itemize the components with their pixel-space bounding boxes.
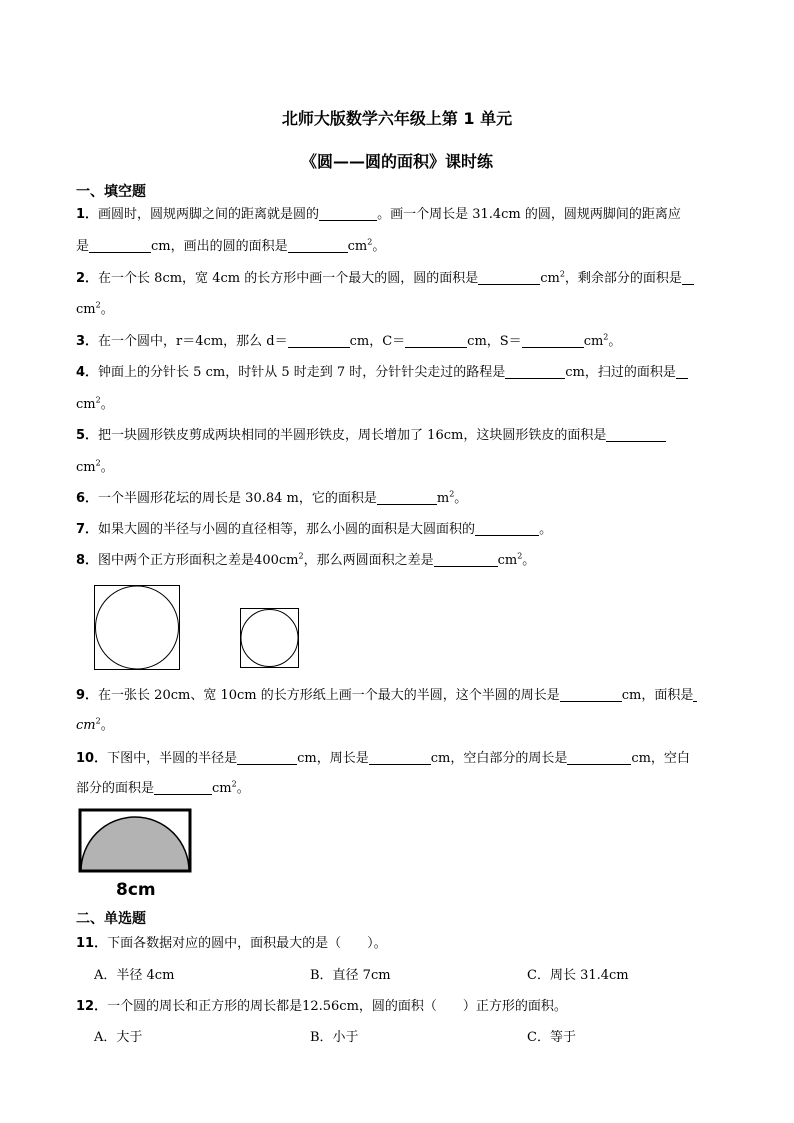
answer-blank[interactable] xyxy=(522,333,584,348)
question-number: 1． xyxy=(76,207,99,222)
answer-blank[interactable] xyxy=(237,750,297,765)
question-7: 7．如果大圆的半径与小圆的直径相等，那么小圆的面积是大圆面积的 。 xyxy=(76,522,553,537)
question-10-line-2: 部分的面积是 $cm^2$。 xyxy=(76,779,250,796)
question-11: 11．下面各数据对应的圆中，面积最大的是（ ）。 xyxy=(76,936,387,951)
q12-option-b[interactable]: B．小于 xyxy=(310,1030,359,1045)
answer-blank[interactable] xyxy=(377,490,437,505)
q11-option-a[interactable]: A．半径 4cm xyxy=(94,968,175,983)
question-10-line-1: 10．下图中，半圆的半径是 cm，周长是 cm，空白部分的周长是 cm，空白 xyxy=(76,751,690,766)
question-3: 3．在一个圆中，r＝4cm，那么 d＝ cm，C＝ cm，$S= cm^2$。 xyxy=(76,332,622,349)
question-5-line-1: 5．把一块圆形铁皮剪成两块相同的半圆形铁皮，周长增加了 16cm，这块圆形铁皮的面积是 xyxy=(76,426,748,446)
question-1-line-2: 是 cm，画出的圆的面积是 $cm^2$。 xyxy=(76,237,386,254)
question-9-line-2: $cm^2$。 xyxy=(76,716,114,733)
answer-blank[interactable] xyxy=(567,750,631,765)
answer-blank[interactable] xyxy=(369,750,431,765)
answer-blank[interactable] xyxy=(288,238,348,253)
question-5-line-2: $cm^2$。 xyxy=(76,458,114,475)
answer-blank[interactable] xyxy=(676,364,688,379)
figure-label-8cm: 8cm xyxy=(116,880,156,900)
q12-option-c[interactable]: C．等于 xyxy=(527,1030,576,1045)
semicircle-figure xyxy=(78,808,192,876)
answer-blank[interactable] xyxy=(560,687,622,702)
answer-blank[interactable] xyxy=(505,364,565,379)
answer-blank[interactable] xyxy=(478,270,540,285)
answer-blank[interactable] xyxy=(682,270,694,285)
answer-blank[interactable] xyxy=(288,333,350,348)
answer-blank[interactable] xyxy=(606,427,666,442)
question-9-line-1: 9．在一张长 20cm、宽 10cm 的长方形纸上画一个最大的半圆，这个半圆的周长是 cm，面积是 xyxy=(76,686,748,706)
page-title: 北师大版数学六年级上第 1 单元 xyxy=(281,109,513,128)
answer-blank[interactable] xyxy=(89,238,151,253)
small-circle xyxy=(241,610,298,667)
q11-option-b[interactable]: B．直径 7cm xyxy=(310,968,391,983)
answer-blank[interactable] xyxy=(475,521,539,536)
question-2-line-1: 2．在一个长 8cm，宽 4cm 的长方形中画一个最大的圆，圆的面积是 $cm^2$，剩余部分的面积是 xyxy=(76,269,748,289)
question-6: 6．一个半圆形花坛的周长是 30.84 m，它的面积是 $m^2$。 xyxy=(76,489,468,506)
answer-blank[interactable] xyxy=(154,780,212,795)
answer-blank[interactable] xyxy=(319,206,377,221)
q12-option-a[interactable]: A．大于 xyxy=(94,1030,143,1045)
question-8: 8．图中两个正方形面积之差是$400cm^2$，那么两圆面积之差是 $cm^2$。 xyxy=(76,551,536,568)
squares-circles-figure xyxy=(90,582,310,674)
q11-option-c[interactable]: C．周长 31.4cm xyxy=(527,968,629,983)
large-circle xyxy=(96,586,179,669)
section-single-choice: 二、单选题 xyxy=(76,911,146,927)
page-subtitle: 《圆——圆的面积》课时练 xyxy=(300,152,493,171)
answer-blank[interactable] xyxy=(693,687,697,702)
answer-blank[interactable] xyxy=(434,552,498,567)
question-4-line-2: $cm^2$。 xyxy=(76,395,114,412)
semicircle xyxy=(81,817,189,871)
section-fill-in: 一、填空题 xyxy=(76,184,146,200)
question-1-line-1: 1．画圆时，圆规两脚之间的距离就是圆的 。画一个周长是 31.4cm 的圆，圆规两脚间的距离应 xyxy=(76,207,681,222)
question-4-line-1: 4．钟面上的分针长 5 cm，时针从 5 时走到 7 时，分针针尖走过的路程是 cm，扫过的面积是 xyxy=(76,363,748,383)
answer-blank[interactable] xyxy=(405,333,467,348)
question-12: 12．一个圆的周长和正方形的周长都是12.56cm，圆的面积（ ）正方形的面积。 xyxy=(76,999,567,1014)
question-2-line-2: $cm^2$。 xyxy=(76,300,114,317)
